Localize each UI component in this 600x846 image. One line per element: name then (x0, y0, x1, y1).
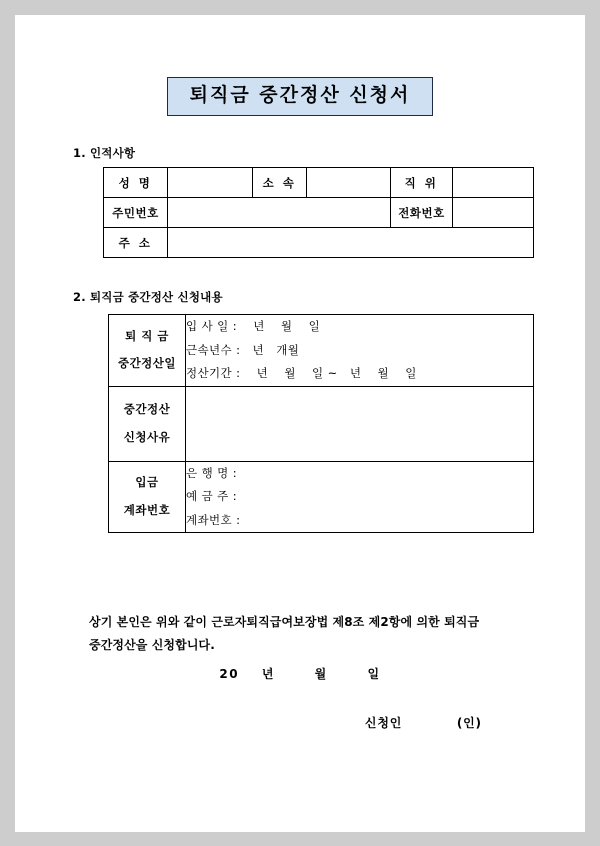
section-2-heading: 2. 퇴직금 중간정산 신청내용 (73, 290, 223, 304)
settlement-details-table (108, 314, 534, 533)
field-input-phone[interactable] (453, 198, 534, 228)
table-row (109, 386, 534, 461)
row-label-line-1: 입금 (135, 475, 159, 490)
table-row (104, 228, 534, 258)
row-label-line-2: 계좌번호 (123, 503, 171, 518)
field-input-position[interactable] (453, 168, 534, 198)
content-line-entry-date: 입 사 일 : 년 월 일 (186, 319, 321, 333)
content-line-service-years: 근속년수 : 년 개월 (186, 342, 300, 357)
field-label-resident-number: 주민번호 (104, 198, 168, 228)
signature-line (345, 700, 482, 745)
content-line-bank-name: 은 행 명 : (186, 465, 237, 480)
table-row (104, 198, 534, 228)
document-title: 퇴직금 중간정산 신청서 (167, 77, 434, 116)
document-page (15, 15, 585, 832)
row-label-account (109, 461, 186, 533)
title-container (15, 77, 585, 116)
row-content-settlement-date[interactable] (186, 315, 534, 387)
table-row (104, 168, 534, 198)
seal-label: (인) (456, 716, 482, 730)
row-label-line-1: 중간정산 (123, 402, 171, 417)
closing-statement (89, 611, 539, 658)
row-label-line-1: 퇴 직 금 (125, 328, 169, 343)
row-content-account[interactable] (186, 461, 534, 533)
field-input-department[interactable] (307, 168, 391, 198)
field-input-resident-number[interactable] (168, 198, 391, 228)
section-1-heading: 1. 인적사항 (73, 146, 136, 160)
field-label-department: 소 속 (253, 168, 307, 198)
row-label-line-2: 신청사유 (123, 429, 171, 444)
content-line-settlement-period: 정산기간 : 년 월 일 ~ 년 월 일 (186, 366, 417, 381)
table-row (109, 315, 534, 387)
row-label-line-2: 중간정산일 (117, 356, 177, 371)
content-line-account-number: 계좌번호 : (186, 512, 241, 527)
table-row (109, 461, 534, 533)
field-label-address: 주 소 (104, 228, 168, 258)
applicant-label: 신청인 (364, 716, 403, 730)
closing-line-2: 중간정산을 신청합니다. (89, 638, 215, 653)
field-label-position: 직 위 (391, 168, 453, 198)
row-label-reason (109, 386, 186, 461)
field-label-phone: 전화번호 (391, 198, 453, 228)
field-input-address[interactable] (168, 228, 534, 258)
row-label-settlement-date (109, 315, 186, 387)
field-input-name[interactable] (168, 168, 253, 198)
date-line: 20 년 월 일 (219, 667, 381, 681)
closing-line-1: 상기 본인은 위와 같이 근로자퇴직급여보장법 제8조 제2항에 의한 퇴직금 (89, 615, 480, 629)
personal-info-table (103, 167, 534, 258)
content-line-account-holder: 예 금 주 : (186, 489, 237, 504)
row-content-reason[interactable] (186, 386, 534, 461)
field-label-name: 성 명 (104, 168, 168, 198)
